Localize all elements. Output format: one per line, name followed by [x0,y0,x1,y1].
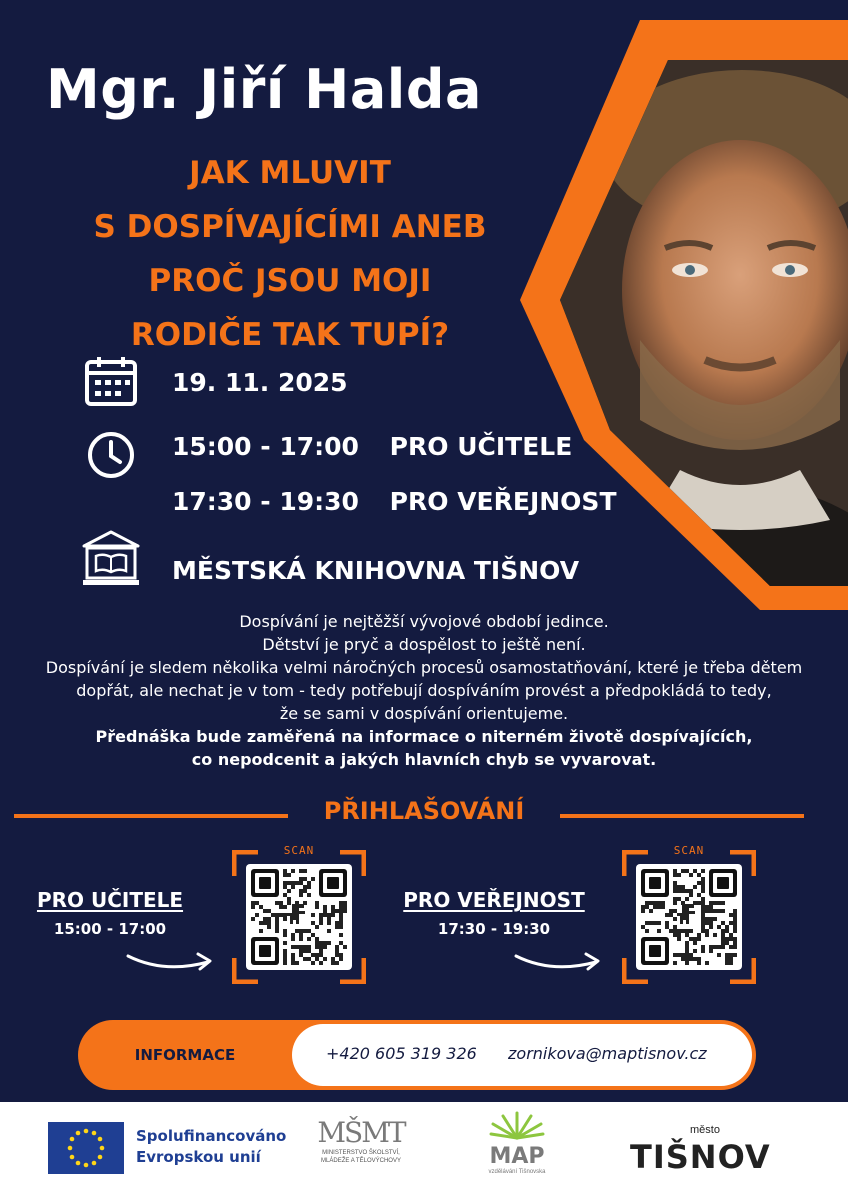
description-line: dopřát, ale nechat je v tom - tedy potřebují dospíváním provést a předpokládá to tedy, [76,681,772,700]
description [0,610,848,771]
clock-icon [86,430,136,485]
description-highlight: Přednáška bude zaměřená na informace o niterném životě dospívajících, [95,727,753,746]
register-teachers-label: PRO UČITELE [36,888,184,912]
session-teachers [172,432,572,461]
registration-title: PŘIHLAŠOVÁNÍ [323,797,525,825]
description-highlight: co nepodcenit a jakých hlavních chyb se vyvarovat. [191,750,657,769]
talk-title [40,146,540,362]
msmt-sub-line: MLÁDEŽE A TĚLOVÝCHOVY [321,1158,401,1164]
session-public [172,487,617,516]
msmt-monogram-icon: MŠMT [317,1116,405,1149]
speaker-name: Mgr. Jiří Halda [46,58,482,121]
msmt-logo [306,1116,416,1165]
qr-code-teachers[interactable] [232,844,366,984]
qr-pattern [246,864,352,970]
register-public[interactable] [392,888,596,938]
sun-rays-icon [489,1110,545,1140]
arrow-right-icon [512,944,604,977]
library-icon [80,528,142,593]
info-phone[interactable]: +420 605 319 326 [326,1044,477,1063]
qr-pattern [636,864,742,970]
session-audience: PRO UČITELE [389,432,573,461]
msmt-sub-line: MINISTERSTVO ŠKOLSTVÍ, [322,1150,400,1156]
eu-cofinance-text [136,1126,286,1168]
msmt-subtitle [306,1149,416,1165]
map-word: MAP [489,1144,545,1169]
session-time: 15:00 - 17:00 [172,432,359,461]
register-public-label: PRO VEŘEJNOST [403,888,585,912]
description-line: Dětství je pryč a dospělost to ještě není. [262,635,586,654]
register-public-time: 17:30 - 19:30 [437,920,551,938]
talk-title-line: RODIČE TAK TUPÍ? [130,317,450,353]
eu-text-line: Evropskou unií [136,1148,261,1166]
description-line: Dospívání je sledem několika velmi náročných procesů osamostatňování, které je třeba dětem [45,658,803,677]
tisnov-small-text: město [690,1124,720,1136]
session-audience: PRO VEŘEJNOST [389,487,617,516]
map-logo [482,1110,552,1175]
arrow-right-icon [124,944,216,977]
session-time: 17:30 - 19:30 [172,487,359,516]
talk-title-line: JAK MLUVIT [189,155,391,191]
info-email[interactable]: zornikova@maptisnov.cz [508,1044,707,1063]
talk-title-line: PROČ JSOU MOJI [148,263,432,299]
register-teachers-time: 15:00 - 17:00 [53,920,167,938]
event-date: 19. 11. 2025 [172,368,348,397]
eu-flag-icon [48,1122,124,1174]
eu-text-line: Spolufinancováno [136,1127,287,1145]
scan-label: SCAN [283,844,315,857]
info-label: INFORMACE [134,1046,236,1064]
qr-code-public[interactable] [622,844,756,984]
talk-title-line: S DOSPÍVAJÍCÍMI ANEB [93,209,487,245]
tisnov-word: TIŠNOV [630,1138,771,1176]
map-subtitle: vzdělávání Tišnovska [488,1169,546,1175]
info-bar [78,1020,756,1090]
event-venue: MĚSTSKÁ KNIHOVNA TIŠNOV [172,556,580,585]
description-line: že se sami v dospívání orientujeme. [279,704,569,723]
description-line: Dospívání je nejtěžší vývojové období jedince. [239,612,609,631]
register-teachers[interactable] [32,888,188,938]
calendar-icon [84,356,138,411]
scan-label: SCAN [673,844,705,857]
footer-logos [0,1102,848,1200]
